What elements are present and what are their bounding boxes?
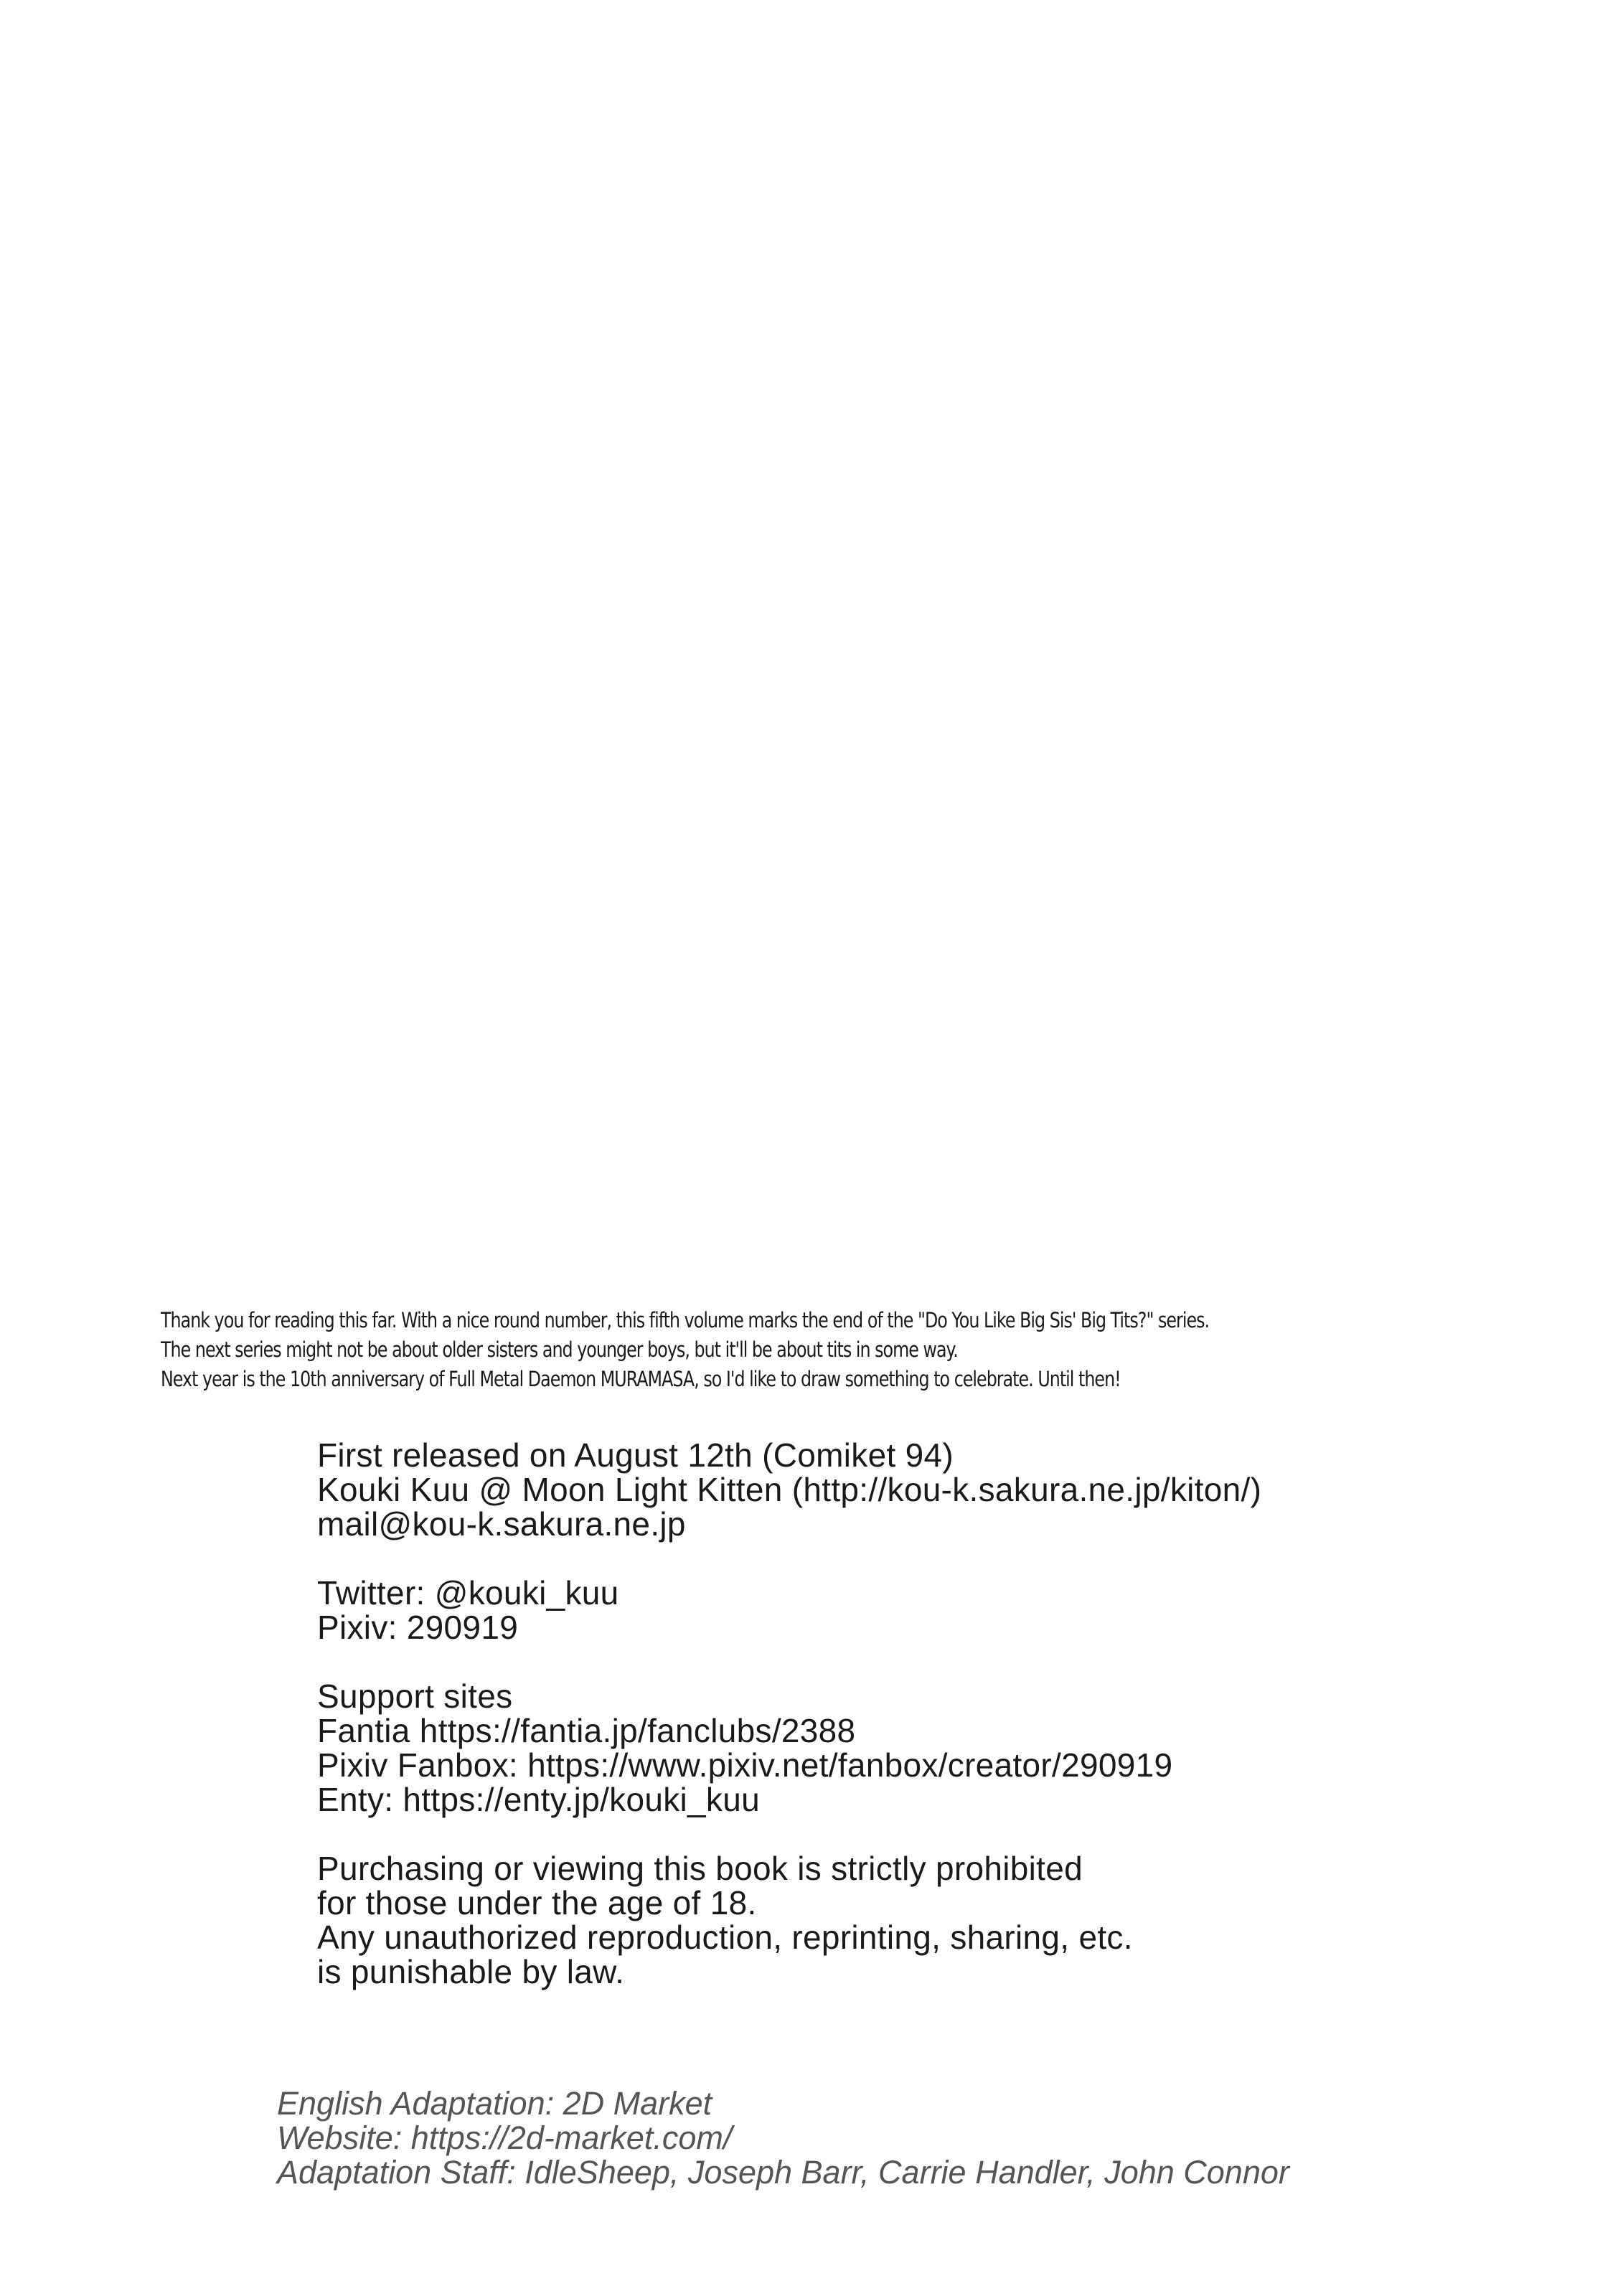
adaptation-staff: Adaptation Staff: IdleSheep, Joseph Barr, Carrie Handler, John Connor bbox=[277, 2154, 1289, 2191]
release-date: First released on August 12th (Comiket 94) bbox=[317, 1436, 954, 1474]
afterword-line: Thank you for reading this far. With a nice round number, this fifth volume marks the end of the "Do You Like Big Sis' Big Tits?" series. bbox=[161, 1308, 1210, 1332]
support-sites-heading: Support sites bbox=[317, 1678, 513, 1715]
adaptation-publisher: English Adaptation: 2D Market bbox=[277, 2085, 712, 2122]
pixiv-id: Pixiv: 290919 bbox=[317, 1609, 519, 1646]
afterword-line: Next year is the 10th anniversary of Full Metal Daemon MURAMASA, so I'd like to draw something to celebrate. Until then! bbox=[161, 1367, 1121, 1391]
legal-notice-line: is punishable by law. bbox=[317, 1953, 625, 1990]
publication-credits bbox=[317, 1438, 1580, 2023]
afterword-line: The next series might not be about older sisters and younger boys, but it'll be about tits in some way. bbox=[161, 1337, 958, 1362]
afterword-note bbox=[161, 1306, 1279, 1394]
legal-notice-line: Any unauthorized reproduction, reprinting, sharing, etc. bbox=[317, 1919, 1133, 1956]
enty-link: Enty: https://enty.jp/kouki_kuu bbox=[317, 1781, 761, 1818]
author-email: mail@kou-k.sakura.ne.jp bbox=[317, 1505, 686, 1543]
legal-notice-line: Purchasing or viewing this book is strictly prohibited bbox=[317, 1850, 1083, 1887]
release-info bbox=[317, 1438, 1580, 1541]
legal-notice-line: for those under the age of 18. bbox=[317, 1884, 757, 1921]
twitter-handle: Twitter: @kouki_kuu bbox=[317, 1574, 619, 1612]
author-circle: Kouki Kuu @ Moon Light Kitten (http://kou-k.sakura.ne.jp/kiton/) bbox=[317, 1471, 1262, 1508]
support-sites bbox=[317, 1679, 1580, 1817]
legal-notice bbox=[317, 1851, 1580, 1989]
fantia-link: Fantia https://fantia.jp/fanclubs/2388 bbox=[317, 1712, 856, 1749]
adaptation-credits bbox=[277, 2086, 1597, 2190]
social-links bbox=[317, 1576, 1580, 1645]
adaptation-website: Website: https://2d-market.com/ bbox=[277, 2119, 733, 2156]
fanbox-link: Pixiv Fanbox: https://www.pixiv.net/fanbox/creator/290919 bbox=[317, 1746, 1173, 1784]
